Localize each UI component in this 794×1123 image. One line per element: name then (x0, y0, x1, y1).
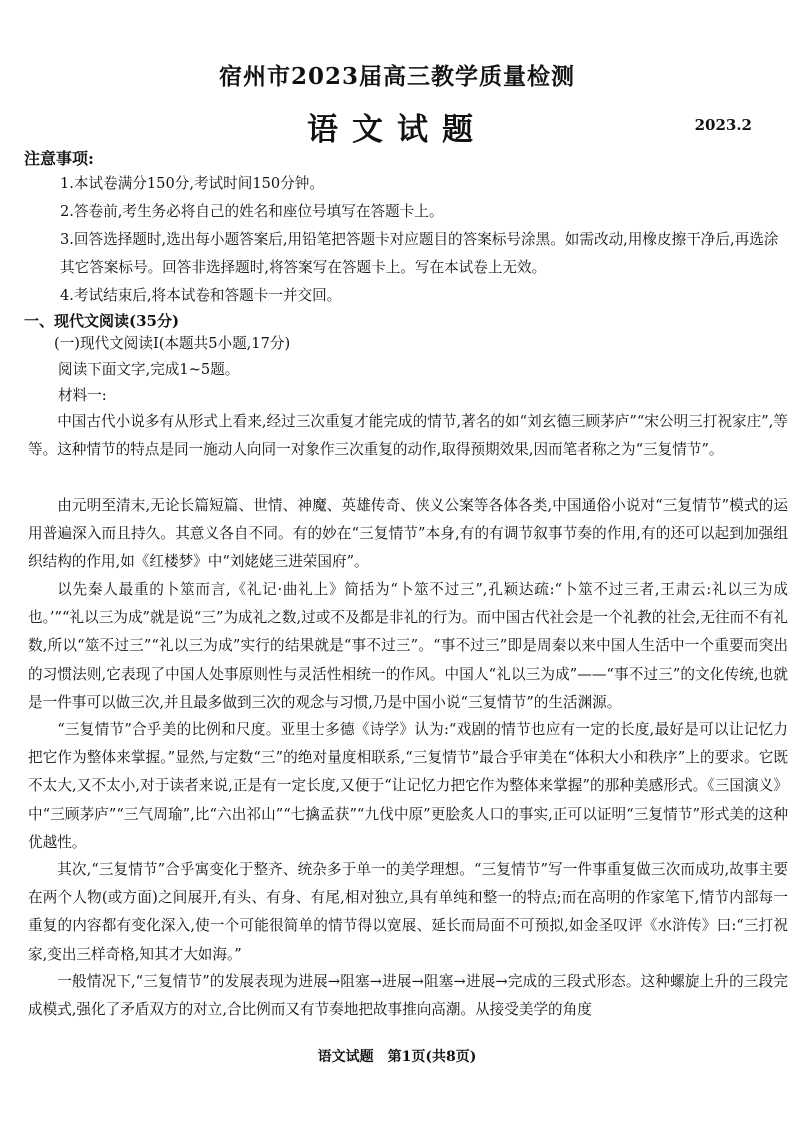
note-item: 1.本试卷满分150分,考试时间150分钟。 (60, 175, 324, 192)
note-item: 3.回答选择题时,选出每小题答案后,用铅笔把答题卡对应题目的答案标号涂黑。如需改动,用橡皮擦干净后,再选涂其它答案标号。回答非选择题时,将答案写在答题卡上。写在本试卷上无效。 (60, 231, 779, 276)
page-header-title: 宿州市2023届高三教学质量检测 (218, 63, 575, 90)
body-paragraph: “三复情节”合乎美的比例和尺度。亚里士多德《诗学》认为:“戏剧的情节也应有一定的长度,最好是可以让记忆力把它作为整体来掌握。”显然,与定数“三”的绝对量度相联系,“三复情节”最合乎审美在“体积大小和秩序”上的要求。它既不太大,又不太小,对于读者来说,正是有一定长度,又便于“让记忆力把它作为整体来掌握”的那种美感形式。《三国演义》中“三顾茅庐”“三气周瑜”,比“六出祁山”“七擒孟获”“九伐中原”更脍炙人口的事实,正可以证明“三复情节”形式美的这种优越性。 (28, 721, 788, 851)
body-paragraph: 以先秦人最重的卜筮而言,《礼记·曲礼上》简括为“卜筮不过三”,孔颖达疏:“卜筮不过三者,王肃云:礼以三为成也。’”“礼以三为成”就是说“三”为成礼之数,过或不及都是非礼的行为。而中国古代社会是一个礼教的社会,无往而不有礼数,所以“筮不过三”“礼以三为成”实行的结果就是“事不过三”。“事不过三”即是周秦以来中国人生活中一个重要而突出的习惯法则,它表现了中国人处事原则性与灵活性相统一的作风。中国人“礼以三为成”——“事不过三”的文化传统,也就是一件事可以做三次,并且最多做到三次的观念与习惯,乃是中国小说“三复情节”的生活渊源。 (28, 581, 788, 711)
notes-title: 注意事项: (24, 149, 94, 168)
body-paragraph: 一般情况下,“三复情节”的发展表现为进展→阻塞→进展→阻塞→进展→完成的三段式形态。这种螺旋上升的三段完成模式,强化了矛盾双方的对立,合比例而又有节奏地把故事推向高潮。从接受美学的角度 (28, 973, 788, 1019)
reading-instruction: 阅读下面文字,完成1~5题。 (58, 361, 240, 378)
exam-title: 语文试题 (307, 112, 487, 148)
subsection-title: (一)现代文阅读Ⅰ(本题共5小题,17分) (54, 335, 291, 352)
body-paragraph: 由元明至清末,无论长篇短篇、世情、神魔、英雄传奇、侠义公案等各体各类,中国通俗小说对“三复情节”模式的运用普遍深入而且持久。其意义各自不同。有的妙在“三复情节”本身,有的有调节叙事节奏的作用,有的还可以起到加强组织结构的作用,如《红楼梦》中“刘姥姥三进荣国府”。 (28, 497, 788, 571)
exam-date: 2023.2 (694, 116, 752, 134)
section-title: 一、现代文阅读(35分) (24, 312, 180, 330)
page-footer: 语文试题 第1页(共8页) (317, 1049, 477, 1065)
material-label: 材料一: (58, 387, 107, 404)
body-paragraph: 其次,“三复情节”合乎寓变化于整齐、统杂多于单一的美学理想。“三复情节”写一件事重复做三次而成功,故事主要在两个人物(或方面)之间展开,有头、有身、有尾,相对独立,具有单纯和整一的特点;而在高明的作家笔下,情节内部每一重复的内容都有变化深入,使一个可能很简单的情节得以宽展、延长而局面不可预拟,如金圣叹评《水浒传》曰:“三打祝家,变出三样奇格,知其才大如海。” (28, 861, 788, 963)
body-paragraph: 中国古代小说多有从形式上看来,经过三次重复才能完成的情节,著名的如“刘玄德三顾茅庐”“宋公明三打祝家庄”,等等。这种情节的特点是同一施动人向同一对象作三次重复的动作,取得预期效果,因而笔者称之为“三复情节”。 (28, 413, 788, 459)
note-item: 2.答卷前,考生务必将自己的姓名和座位号填写在答题卡上。 (60, 203, 444, 220)
note-item: 4.考试结束后,将本试卷和答题卡一并交回。 (60, 287, 342, 304)
